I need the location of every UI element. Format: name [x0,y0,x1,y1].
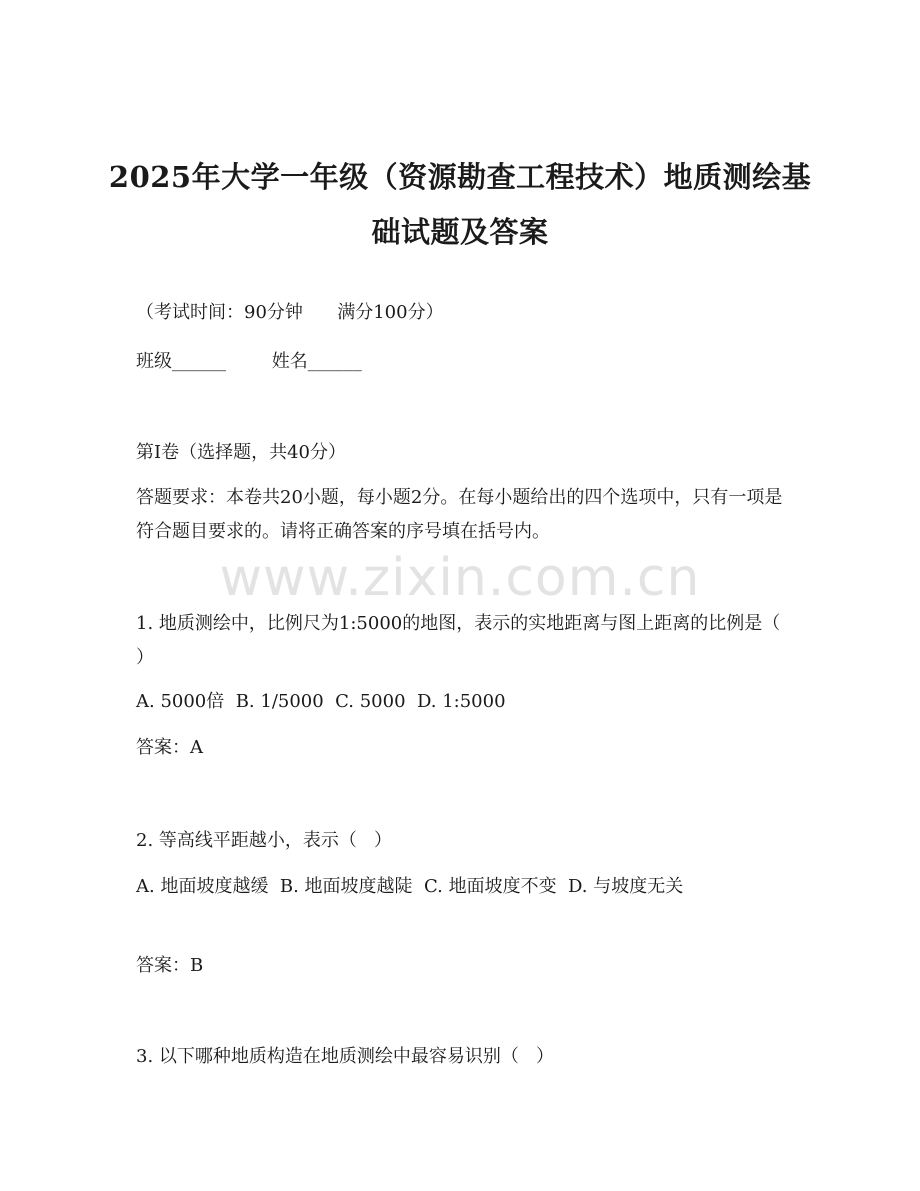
question-3-stem: 3. 以下哪种地质构造在地质测绘中最容易识别（ ） [136,1046,555,1067]
exam-info: （考试时间：90分钟 满分100分） [136,302,444,323]
question-2-stem: 2. 等高线平距越小，表示（ ） [136,830,393,851]
watermark: www.zixin.com.cn [219,548,701,608]
question-2-options: A. 地面坡度越缓 B. 地面坡度越陡 C. 地面坡度不变 D. 与坡度无关 [136,876,684,897]
document-title: 2025年大学一年级（资源勘查工程技术）地质测绘基础试题及答案 [108,160,812,249]
question-2-answer: 答案：B [136,955,204,976]
section-heading: 第I卷（选择题，共40分） [136,442,347,463]
student-fields: 班级______ 姓名______ [136,351,362,372]
question-1-stem: 1. 地质测绘中，比例尺为1:5000的地图，表示的实地距离与图上距离的比例是（ ） [136,613,798,668]
question-1-options: A. 5000倍 B. 1/5000 C. 5000 D. 1:5000 [136,691,506,712]
instructions: 答题要求：本卷共20小题，每小题2分。在每小题给出的四个选项中，只有一项是符合题目要求的。请将正确答案的序号填在括号内。 [136,487,783,542]
question-1-answer: 答案：A [136,737,203,758]
